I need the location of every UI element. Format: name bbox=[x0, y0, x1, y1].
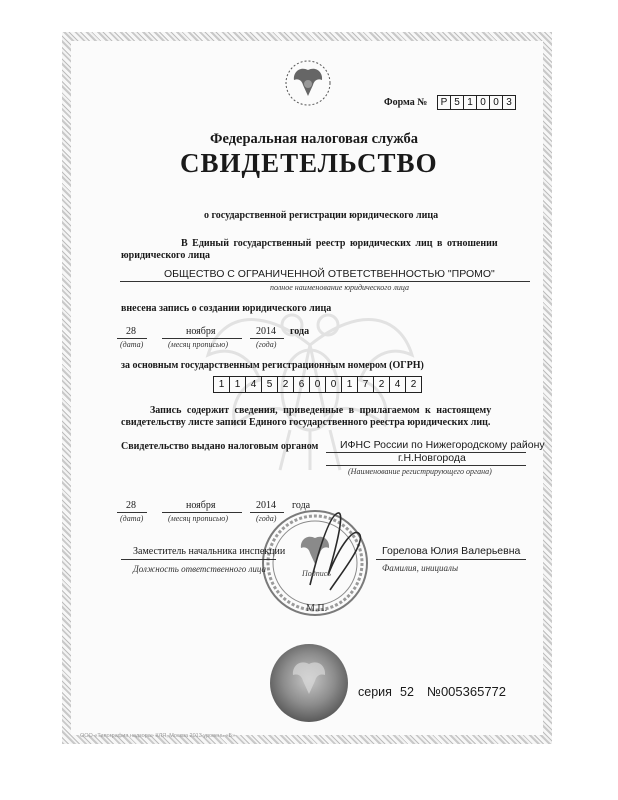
intro-line-2: юридического лица bbox=[121, 250, 210, 261]
issuer-caption: (Наименование регистрирующего органа) bbox=[348, 467, 492, 476]
official-name: Горелова Юлия Валерьевна bbox=[382, 545, 521, 557]
subtitle: о государственной регистрации юридического лица bbox=[204, 210, 439, 221]
form-digit: 3 bbox=[502, 95, 516, 110]
series-value: 52 bbox=[400, 685, 414, 699]
ogrn-digit: 2 bbox=[277, 376, 294, 393]
serial-number: №005365772 bbox=[427, 684, 507, 699]
date2-month-line bbox=[162, 512, 242, 513]
name-caption: Фамилия, инициалы bbox=[382, 563, 459, 573]
date2-month: ноября bbox=[186, 500, 216, 511]
ogrn-digit: 4 bbox=[389, 376, 406, 393]
series-label: серия bbox=[358, 685, 392, 699]
ogrn-digit: 0 bbox=[325, 376, 342, 393]
date1-day: 28 bbox=[126, 326, 136, 337]
date1-month: ноября bbox=[186, 326, 216, 337]
ogrn-digit: 2 bbox=[405, 376, 422, 393]
issuer-line-1: ИФНС России по Нижегородскому району bbox=[340, 439, 545, 451]
ogrn-digit: 4 bbox=[245, 376, 262, 393]
printer-imprint: ООО «Типография надзора» КЛЯ, Москва 2013 уровень «Б» bbox=[80, 733, 236, 739]
form-label: Форма № bbox=[384, 97, 428, 108]
form-digit: 1 bbox=[463, 95, 477, 110]
position-caption: Должность ответственного лица bbox=[133, 564, 267, 574]
ogrn-digit: 7 bbox=[357, 376, 374, 393]
form-digit: Р bbox=[437, 95, 451, 110]
date1-suffix: года bbox=[290, 326, 310, 337]
form-number-boxes bbox=[438, 95, 516, 110]
date1-day-caption: (дата) bbox=[120, 340, 144, 349]
coat-of-arms-icon bbox=[283, 58, 333, 108]
record-line-1: Запись содержит сведения, приведенные в прилагаемом к настоящему bbox=[150, 405, 492, 416]
ogrn-digit: 0 bbox=[309, 376, 326, 393]
date1-year-line bbox=[250, 338, 284, 339]
agency-name: Федеральная налоговая служба bbox=[210, 131, 419, 147]
date1-day-line bbox=[117, 338, 147, 339]
issuer-line-2-underline bbox=[326, 465, 526, 466]
date2-year: 2014 bbox=[256, 500, 276, 511]
date2-day-caption: (дата) bbox=[120, 514, 144, 523]
company-caption: полное наименование юридического лица bbox=[270, 283, 409, 292]
date1-year: 2014 bbox=[256, 326, 276, 337]
company-underline bbox=[120, 281, 530, 282]
date2-month-caption: (месяц прописью) bbox=[168, 514, 228, 523]
company-name: ОБЩЕСТВО С ОГРАНИЧЕННОЙ ОТВЕТСТВЕННОСТЬЮ "ПРОМО" bbox=[164, 268, 495, 280]
form-digit: 0 bbox=[489, 95, 503, 110]
date1-month-caption: (месяц прописью) bbox=[168, 340, 228, 349]
mp-label: М.П. bbox=[306, 603, 328, 614]
signature-caption: Подпись bbox=[302, 569, 331, 578]
ogrn-digit: 1 bbox=[341, 376, 358, 393]
official-position: Заместитель начальника инспекции bbox=[133, 546, 286, 557]
date2-year-caption: (года) bbox=[256, 514, 277, 523]
intro-line-1: В Единый государственный реестр юридических лиц в отношении bbox=[181, 238, 498, 249]
ogrn-digit: 1 bbox=[229, 376, 246, 393]
date1-year-caption: (года) bbox=[256, 340, 277, 349]
ogrn-digit: 5 bbox=[261, 376, 278, 393]
position-underline bbox=[121, 559, 276, 560]
form-digit: 0 bbox=[476, 95, 490, 110]
ogrn-digit: 1 bbox=[213, 376, 230, 393]
date2-day: 28 bbox=[126, 500, 136, 511]
form-digit: 5 bbox=[450, 95, 464, 110]
ogrn-label: за основным государственным регистрационным номером (ОГРН) bbox=[121, 360, 424, 371]
ogrn-digit: 2 bbox=[373, 376, 390, 393]
record-line-2: свидетельству листе записи Единого государственного реестра юридических лиц. bbox=[121, 417, 491, 428]
date2-suffix: года bbox=[292, 500, 311, 511]
signature-icon bbox=[300, 505, 370, 595]
hologram-seal-icon bbox=[268, 642, 350, 724]
page-title: СВИДЕТЕЛЬСТВО bbox=[180, 148, 438, 178]
issuer-label: Свидетельство выдано налоговым органом bbox=[121, 441, 319, 452]
issuer-line-2: г.Н.Новгорода bbox=[398, 452, 466, 464]
name-underline bbox=[376, 559, 526, 560]
entry-text: внесена запись о создании юридического лица bbox=[121, 303, 332, 314]
date2-day-line bbox=[117, 512, 147, 513]
date1-month-line bbox=[162, 338, 242, 339]
ogrn-digit: 6 bbox=[293, 376, 310, 393]
ogrn-boxes bbox=[214, 376, 422, 393]
